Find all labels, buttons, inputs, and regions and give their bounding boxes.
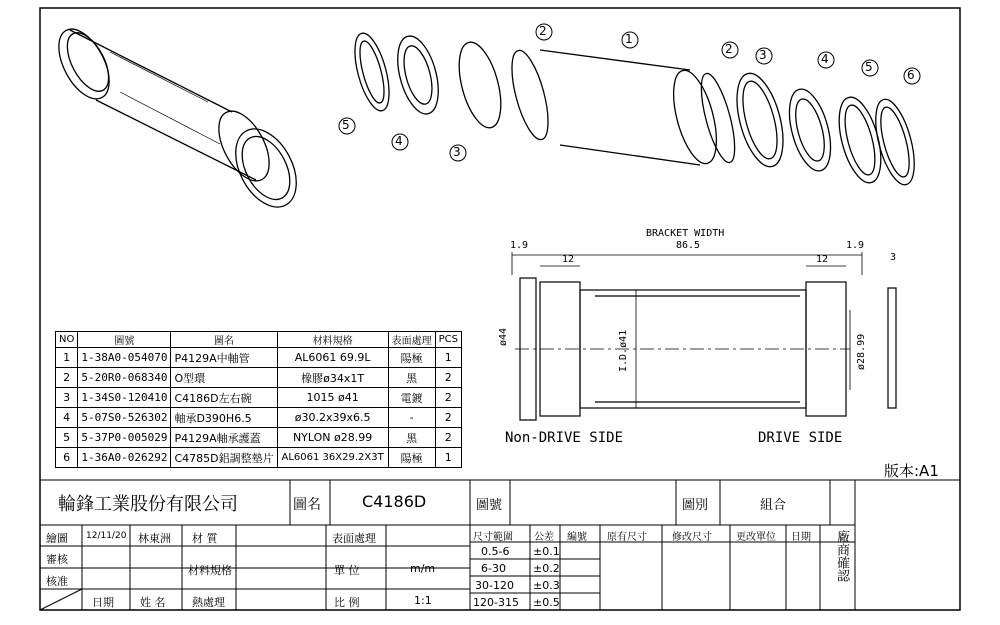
balloon-5b: 5: [342, 118, 350, 132]
spacer-thk-dim: 3: [890, 252, 897, 263]
tol-range-1: 6-30: [481, 562, 506, 575]
row-finish: 陽極: [388, 448, 435, 468]
balloon-1: 1: [625, 32, 633, 46]
exploded-view: [348, 30, 922, 189]
balloon-3b: 3: [453, 145, 461, 159]
id-dim: I.D.ø41: [618, 329, 629, 372]
balloon-2b: 2: [725, 42, 733, 56]
section-view: [512, 252, 896, 420]
tol-value-0: ±0.1: [533, 545, 560, 558]
row-material: 1015 ø41: [277, 388, 388, 408]
unit-label: 單 位: [334, 564, 360, 577]
row-pcs: 1: [435, 348, 461, 368]
rev-header-no: 編號: [567, 532, 587, 543]
row-name: C4186D左右碗: [171, 388, 277, 408]
bracket-width-label: BRACKET WIDTH: [646, 228, 725, 239]
row-name: O型環: [171, 368, 277, 388]
row-finish: 黑: [388, 428, 435, 448]
balloon-4b: 4: [395, 134, 403, 148]
unit-value: m/m: [410, 562, 436, 575]
person-label: 姓 名: [140, 596, 166, 609]
balloon-4a: 4: [821, 52, 829, 66]
row-name: C4785D鋁調整墊片: [171, 448, 277, 468]
check-label: 審核: [46, 553, 68, 566]
row-name: P4129A軸承護蓋: [171, 428, 277, 448]
category-label: 圖別: [682, 498, 709, 513]
row-no: 5: [56, 428, 78, 448]
rev-header-date: 日期: [791, 532, 811, 543]
row-no: 2: [56, 368, 78, 388]
drawing-name-value: C4186D: [362, 492, 427, 511]
version-label: 版本:A1: [884, 462, 939, 480]
category-value: 組合: [760, 498, 787, 513]
draw-person: 林東洲: [138, 532, 171, 545]
row-no: 1: [56, 348, 78, 368]
row-material: 橡膠ø34x1T: [277, 368, 388, 388]
parts-table-header: [56, 332, 462, 348]
spec-label: 材料規格: [188, 564, 232, 577]
rev-header-unit: 更改單位: [736, 532, 776, 543]
row-no: 6: [56, 448, 78, 468]
surface-label: 表面處理: [332, 532, 376, 545]
tol-value-3: ±0.5: [533, 596, 560, 609]
row-pcs: 2: [435, 388, 461, 408]
row-dwg: 1-34S0-120410: [78, 388, 171, 408]
vendor-confirm-label: 廠商確認: [834, 530, 849, 582]
row-finish: 黑: [388, 368, 435, 388]
draw-date: 12/11/20: [86, 531, 127, 541]
row-pcs: 2: [435, 428, 461, 448]
parts-table: [55, 331, 462, 468]
table-row: [56, 388, 462, 408]
drive-side-label: DRIVE SIDE: [758, 430, 843, 446]
rev-header-orig: 原有尺寸: [607, 532, 647, 543]
tol-range-2: 30-120: [475, 579, 514, 592]
balloon-6: 6: [907, 68, 915, 82]
row-finish: 陽極: [388, 348, 435, 368]
row-name: 軸承D390H6.5: [171, 408, 277, 428]
row-pcs: 2: [435, 408, 461, 428]
od-dim: ø44: [498, 327, 509, 346]
header-no: NO: [56, 332, 78, 348]
left-gap-dim: 1.9: [510, 240, 529, 251]
row-material: NYLON ø28.99: [277, 428, 388, 448]
balloon-5a: 5: [865, 60, 873, 74]
scale-label: 比 例: [334, 596, 360, 609]
balloon-3a: 3: [759, 48, 767, 62]
date-label: 日期: [92, 596, 114, 609]
tol-value-1: ±0.2: [533, 562, 560, 575]
tol-header-tol: 公差: [534, 532, 554, 543]
balloon-2a: 2: [539, 24, 547, 38]
row-dwg: 5-07S0-526302: [78, 408, 171, 428]
right-od-dim: ø28.99: [856, 333, 867, 370]
tol-value-2: ±0.3: [533, 579, 560, 592]
right-cup-dim: 12: [816, 254, 829, 265]
heat-treat-label: 熱處理: [192, 596, 225, 609]
row-dwg: 1-38A0-054070: [78, 348, 171, 368]
row-dwg: 1-36A0-026292: [78, 448, 171, 468]
bracket-width-value: 86.5: [676, 240, 701, 251]
row-finish: 電鍍: [388, 388, 435, 408]
table-row: [56, 428, 462, 448]
row-material: AL6061 36X29.2X3T: [277, 448, 388, 468]
drawing-name-label: 圖名: [293, 497, 321, 513]
left-cup-dim: 12: [562, 254, 575, 265]
tol-range-3: 120-315: [473, 596, 519, 609]
non-drive-side-label: Non-DRIVE SIDE: [505, 430, 624, 446]
right-gap-dim: 1.9: [846, 240, 865, 251]
table-row: [56, 348, 462, 368]
row-pcs: 2: [435, 368, 461, 388]
material-label: 材 質: [192, 532, 218, 545]
scale-value: 1:1: [414, 594, 432, 607]
row-finish: -: [388, 408, 435, 428]
row-no: 3: [56, 388, 78, 408]
header-pcs: PCS: [435, 332, 461, 348]
table-row: [56, 408, 462, 428]
drawing-number-label: 圖號: [476, 498, 503, 513]
header-material: 材料規格: [277, 332, 388, 348]
row-name: P4129A中軸管: [171, 348, 277, 368]
row-material: AL6061 69.9L: [277, 348, 388, 368]
tol-header-range: 尺寸範圍: [473, 532, 513, 543]
header-name: 圖名: [171, 332, 277, 348]
tol-range-0: 0.5-6: [481, 545, 510, 558]
rev-header-mod: 修改尺寸: [672, 532, 712, 543]
header-finish: 表面處理: [388, 332, 435, 348]
row-dwg: 5-20R0-068340: [78, 368, 171, 388]
draw-label: 繪圖: [46, 532, 68, 545]
approve-label: 核准: [46, 575, 68, 588]
table-row: [56, 448, 462, 468]
header-dwg: 圖號: [78, 332, 171, 348]
assembled-view: [49, 21, 309, 217]
row-pcs: 1: [435, 448, 461, 468]
row-material: ø30.2x39x6.5: [277, 408, 388, 428]
row-dwg: 5-37P0-005029: [78, 428, 171, 448]
company-name: 輪鋒工業股份有限公司: [58, 494, 238, 515]
table-row: [56, 368, 462, 388]
row-no: 4: [56, 408, 78, 428]
